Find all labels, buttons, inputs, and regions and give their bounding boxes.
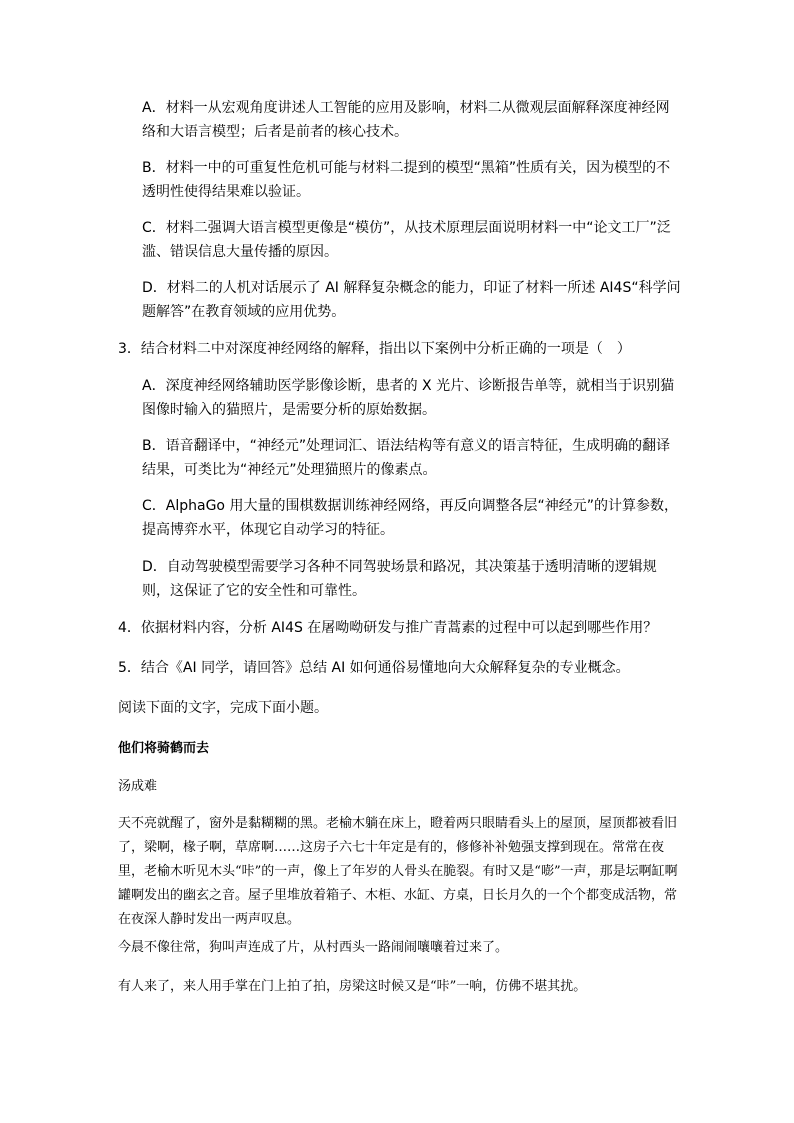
q3-option-c: C．AlphaGo 用大量的围棋数据训练神经网络，再反向调整各层“神经元”的计算参数，提高博弈水平，体现它自动学习的特征。 [142,498,678,538]
story-author: 汤成难 [118,779,158,794]
q3-stem: 3．结合材料二中对深度神经网络的解释，指出以下案例中分析正确的一项是（ ） [118,341,631,357]
story-paragraph: 天不亮就醒了，窗外是黏糊糊的黑。老榆木躺在床上，瞪着两只眼睛看头上的屋顶，屋顶都被看旧了，梁啊，椽子啊，草席啊……这房子六七十年定是有的，修修补补勉强支撑到现在。常常在夜里，老榆木听见木头“咔”的一声，像上了年岁的人骨头在脆裂。有时又是“嘭”一声，那是坛啊缸啊罐啊发出的幽玄之音。屋子里堆放着箱子、木柜、水缸、方桌，日长月久的一个个都变成活物，常在夜深人静时发出一两声叹息。 [118,816,678,927]
question-5: 5．结合《AI 同学，请回答》总结 AI 如何通俗易懂地向大众解释复杂的专业概念。 [118,660,630,676]
story-title: 他们将骑鹤而去 [118,741,210,756]
question-4: 4．依据材料内容，分析 AI4S 在屠呦呦研发与推广青蒿素的过程中可以起到哪些作用？ [118,620,658,636]
story-paragraph: 有人来了，来人用手掌在门上拍了拍，房梁这时候又是“咔”一响，仿佛不堪其扰。 [118,979,587,994]
q3-option-a: A．深度神经网络辅助医学影像诊断，患者的 X 光片、诊断报告单等，就相当于识别猫图像时输入的猫照片，是需要分析的原始数据。 [142,378,675,418]
reading-instruction: 阅读下面的文字，完成下面小题。 [118,700,328,716]
q2-option-d: D．材料二的人机对话展示了 AI 解释复杂概念的能力，印证了材料一所述 AI4S“科学问题解答”在教育领域的应用优势。 [142,280,681,320]
q3-option-b: B．语音翻译中，“神经元”处理词汇、语法结构等有意义的语言特征，生成明确的翻译结果，可类比为“神经元”处理猫照片的像素点。 [142,438,671,478]
q2-option-b: B．材料一中的可重复性危机可能与材料二提到的模型“黑箱”性质有关，因为模型的不透明性使得结果难以验证。 [142,160,671,200]
q3-option-d: D．自动驾驶模型需要学习各种不同驾驶场景和路况，其决策基于透明清晰的逻辑规则，这保证了它的安全性和可靠性。 [142,559,657,599]
story-paragraph: 今晨不像往常，狗叫声连成了片，从村西头一路闹闹嚷嚷着过来了。 [118,940,509,955]
q2-option-c: C．材料二强调大语言模型更像是“模仿”，从技术原理层面说明材料一中“论文工厂”泛滥、错误信息大量传播的原因。 [142,220,671,260]
q2-option-a: A．材料一从宏观角度讲述人工智能的应用及影响，材料二从微观层面解释深度神经网络和大语言模型；后者是前者的核心技术。 [142,100,670,140]
